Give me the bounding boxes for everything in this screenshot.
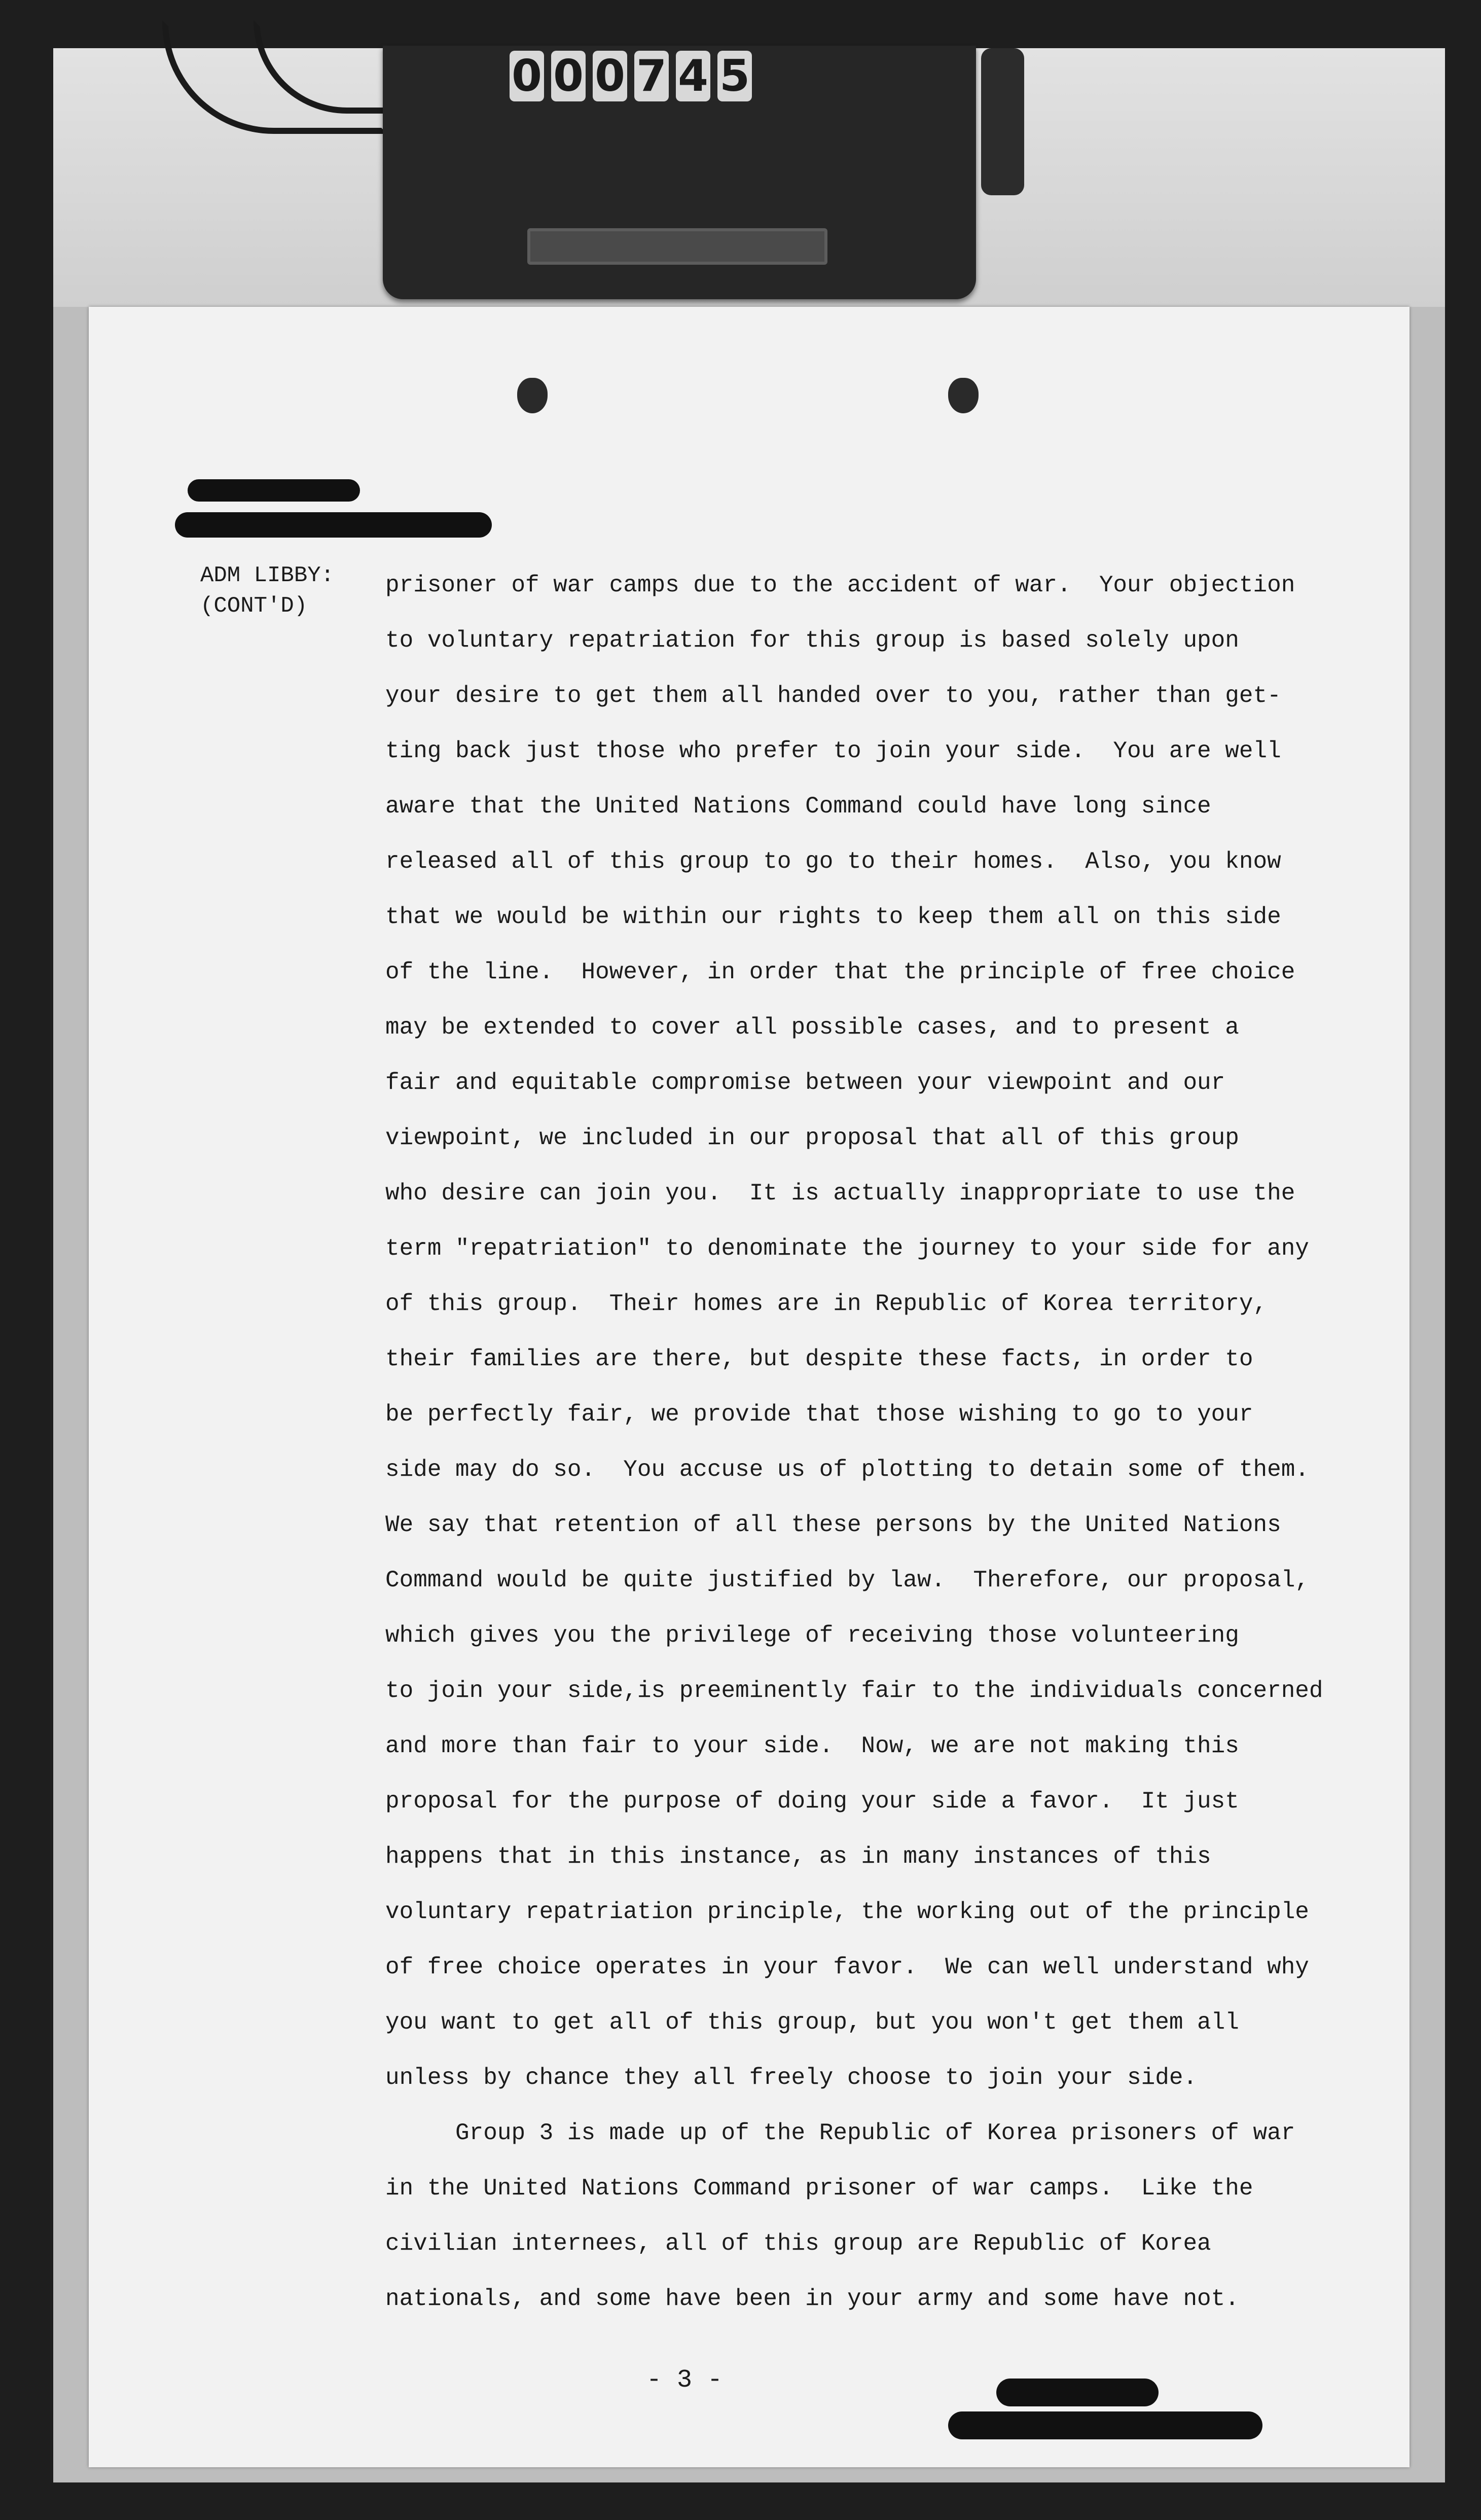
transcript-line: nationals, and some have been in your army and some have not.: [385, 2286, 1239, 2312]
transcript-line: you want to get all of this group, but you won't get them all: [385, 2009, 1239, 2036]
transcript-line: We say that retention of all these persons by the United Nations: [385, 1512, 1281, 1538]
transcript-line: voluntary repatriation principle, the working out of the principle: [385, 1899, 1309, 1925]
frame-counter-knob: [981, 48, 1024, 195]
counter-digit: 0: [593, 51, 627, 101]
transcript-line: released all of this group to go to their homes. Also, you know: [385, 848, 1281, 875]
transcript-line: to voluntary repatriation for this group is based solely upon: [385, 627, 1239, 654]
transcript-line: proposal for the purpose of doing your side a favor. It just: [385, 1788, 1239, 1815]
transcript-line: of this group. Their homes are in Republic of Korea territory,: [385, 1291, 1268, 1317]
transcript-line: aware that the United Nations Command could have long since: [385, 793, 1211, 820]
transcript-line: may be extended to cover all possible cases, and to present a: [385, 1014, 1239, 1041]
page-number: - 3 -: [646, 2366, 723, 2395]
counter-digit: 7: [634, 51, 669, 101]
punch-hole: [948, 378, 979, 413]
transcript-line: civilian internees, all of this group are Republic of Korea: [385, 2230, 1211, 2257]
redaction-bar: [996, 2379, 1159, 2406]
transcript-line: which gives you the privilege of receiving those volunteering: [385, 1622, 1239, 1649]
transcript-line: viewpoint, we included in our proposal that all of this group: [385, 1125, 1239, 1151]
transcript-line: ting back just those who prefer to join your side. You are well: [385, 738, 1281, 764]
transcript-line: that we would be within our rights to keep them all on this side: [385, 904, 1281, 930]
transcript-line: of the line. However, in order that the principle of free choice: [385, 959, 1295, 985]
transcript-line: side may do so. You accuse us of plotting to detain some of them.: [385, 1457, 1309, 1483]
transcript-line: prisoner of war camps due to the accident of war. Your objection: [385, 572, 1295, 598]
transcript-body: [385, 558, 1323, 2327]
redaction-bar: [948, 2411, 1262, 2439]
transcript-line: Group 3 is made up of the Republic of Korea prisoners of war: [385, 2120, 1295, 2146]
transcript-line: their families are there, but despite these facts, in order to: [385, 1346, 1253, 1372]
redaction-bar: [188, 479, 360, 502]
speaker-label: [200, 560, 413, 621]
frame-counter-slot: [527, 228, 827, 265]
transcript-line: be perfectly fair, we provide that those wishing to go to your: [385, 1401, 1253, 1428]
counter-digit: 4: [676, 51, 710, 101]
counter-digit: 0: [551, 51, 586, 101]
transcript-line: in the United Nations Command prisoner of war camps. Like the: [385, 2175, 1253, 2202]
punch-hole: [517, 378, 548, 413]
transcript-line: to join your side,is preeminently fair to the individuals concerned: [385, 1678, 1323, 1704]
transcript-line: happens that in this instance, as in many instances of this: [385, 1843, 1211, 1870]
transcript-line: term "repatriation" to denominate the journey to your side for any: [385, 1235, 1309, 1262]
transcript-line: of free choice operates in your favor. We can well understand why: [385, 1954, 1309, 1980]
transcript-line: unless by chance they all freely choose to join your side.: [385, 2065, 1198, 2091]
transcript-line: fair and equitable compromise between your viewpoint and our: [385, 1070, 1225, 1096]
transcript-line: your desire to get them all handed over to you, rather than get-: [385, 683, 1281, 709]
transcript-line: who desire can join you. It is actually inappropriate to use the: [385, 1180, 1295, 1206]
transcript-line: and more than fair to your side. Now, we are not making this: [385, 1733, 1239, 1759]
counter-digit: 0: [510, 51, 544, 101]
speaker-name: ADM LIBBY:: [200, 563, 335, 588]
speaker-continued-note: (CONT'D): [200, 593, 308, 619]
redaction-bar: [175, 512, 492, 538]
transcript-line: Command would be quite justified by law. Therefore, our proposal,: [385, 1567, 1309, 1593]
counter-digit: 5: [717, 51, 752, 101]
frame-counter-digits: [510, 51, 752, 107]
